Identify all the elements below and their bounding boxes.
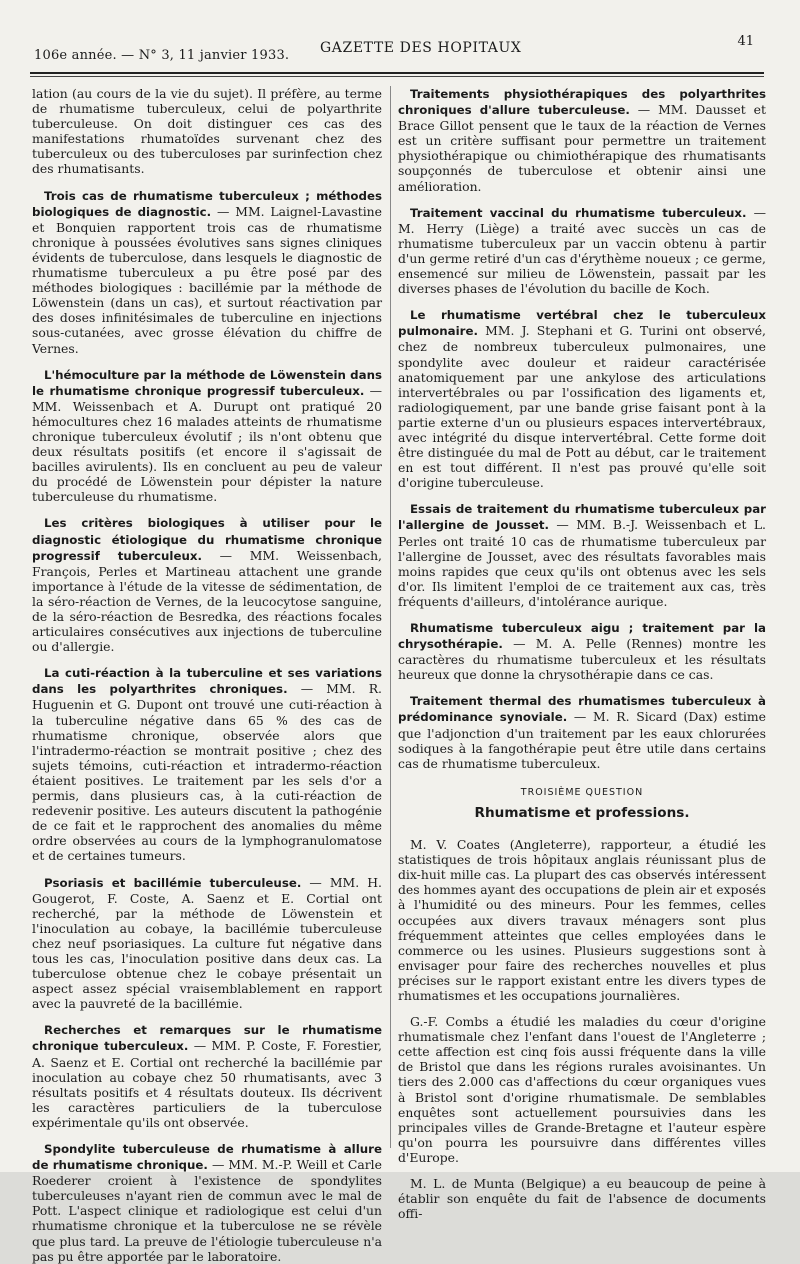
paragraph-text: — MM. H. Gougerot, F. Coste, A. Saenz et E. Cortial ont recherché, par la méthode de Löwenstein et l'inoculation au cobaye, la bacillémie tuberculeuse chez neuf psoriasiques. La culture fut négative dans tous les cas, l'inoculation positive dans deux cas. La tuberculose obtenue chez le cobaye présentait un aspect assez spécial vraisemblablement en rapport avec la pauvreté de la bacillémie. bbox=[32, 874, 382, 1012]
page-header bbox=[22, 28, 760, 72]
article-title: Spondylite tuberculeuse de rhumatisme à allure de rhumatisme chronique. bbox=[32, 1142, 382, 1173]
paragraph-text: — MM. B.-J. Weissenbach et L. Perles ont traité 10 cas de rhumatisme tuberculeux par l'allergine de Jousset, avec des résultats favorables mais moins rapides que ceux qu'ils ont obtenus avec les sels d'or. Ils limitent l'emploi de ce traitement aux cas, très fréquents d'ailleurs, d'intolérance aurique. bbox=[398, 517, 766, 609]
article-paragraph bbox=[398, 501, 766, 609]
article-title: La cuti-réaction à la tuberculine et ses variations dans les polyarthrites chroniques. bbox=[32, 666, 382, 697]
article-paragraph bbox=[398, 307, 766, 490]
column-divider bbox=[390, 86, 391, 1148]
article-title: Essais de traitement du rhumatisme tuberculeux par l'allergine de Jousset. bbox=[398, 502, 766, 533]
paragraph-text: — MM. P. Coste, F. Forestier, A. Saenz et E. Cortial ont recherché la bacillémie par inoculation au cobaye chez 50 rhumatisants, avec 3 résultats positifs et 4 résultats douteux. Ils décrivent les caractères particuliers de la tuberculose expérimentale qu'ils ont observée. bbox=[32, 1038, 382, 1130]
paragraph-text: — MM. Dausset et Brace Gillot pensent que le taux de la réaction de Vernes est un critère suffisant pour permettre un traitement physiothérapique ou chimiothérapique des rhumatisants soupçonnés de tuberculose et obtenir ainsi une amélioration. bbox=[398, 102, 766, 194]
paragraph-text: — MM. R. Huguenin et G. Dupont ont trouvé une cuti-réaction à la tuberculine négative dans 65 % des cas de rhumatisme chronique, observée alors que l'intradermo-réaction se montrait positive ; chez des sujets témoins, cuti-réaction et intradermo-réaction étaient positives. Le traitement par les sels d'or a permis, dans plusieurs cas, à la cuti-réaction de redevenir positive. Les auteurs discutent la pathogénie de ce fait et le rapprochent des anomalies du même ordre observées au cours de la lymphogranulomatose et de certaines tumeurs. bbox=[32, 681, 382, 864]
article-title: L'hémoculture par la méthode de Löwenstein dans le rhumatisme chronique progressif tuberculeux. bbox=[32, 367, 382, 398]
paragraph-text: — M. Herry (Liège) a traité avec succès un cas de rhumatisme tuberculeux par un vaccin obtenu à partir d'un germe retiré d'un cas d'érythème noueux ; ce germe, ensemencé sur milieu de Löwenstein, passait par les diverses phases de l'évolution du bacille de Koch. bbox=[398, 204, 766, 297]
right-column bbox=[398, 86, 766, 1222]
article-title: Psoriasis et bacillémie tuberculeuse. bbox=[44, 875, 302, 890]
paragraph-text: MM. J. Stephani et G. Turini ont observé, chez de nombreux tuberculeux pulmonaires, une spondylite avec douleur et raideur caractérisée anatomiquement par une ankylose des articulations intervertébrales ou par l'ossification des ligaments et, radiologiquement, par une bande grise faisant pont à la partie externe d'un ou plusieurs espaces intervertébraux, avec intégrité du disque intervertébral. Cette forme doit être distinguée du mal de Pott au début, car le traitement en est tout différent. Il n'est pas prouvé qu'elle soit d'origine tuberculeuse. bbox=[398, 323, 766, 491]
article-title: Rhumatisme tuberculeux aigu ; traitement par la chrysothérapie. bbox=[398, 621, 766, 652]
article-paragraph bbox=[32, 188, 382, 356]
article-paragraph bbox=[32, 665, 382, 863]
article-paragraph bbox=[32, 515, 382, 654]
article-paragraph bbox=[32, 86, 382, 177]
paragraph-text: — MM. Weissenbach et A. Durupt ont pratiqué 20 hémocultures chez 16 malades atteints de rhumatisme chronique tuberculeux évolutif ; ils n'ont obtenu que deux résultats positifs (et encore il s'agissait de bacilles avirulents). Ils en concluent au peu de valeur du procédé de Löwenstein pour dépister la nature tuberculeuse du rhumatisme. bbox=[32, 382, 382, 505]
article-paragraph bbox=[32, 875, 382, 1012]
left-column bbox=[32, 86, 382, 1264]
article-paragraph bbox=[32, 1022, 382, 1130]
article-paragraph bbox=[32, 367, 382, 505]
section-paragraph: M. L. de Munta (Belgique) a eu beaucoup de peine à établir son enquête du fait de l'absence de documents offi- bbox=[398, 1176, 766, 1222]
article-paragraph bbox=[398, 693, 766, 770]
article-title: Le rhumatisme vertébral chez le tuberculeux pulmonaire. bbox=[398, 308, 766, 339]
paragraph-text: — M. R. Sicard (Dax) estime que l'adjonction d'un traitement par les eaux chlorurées sodiques à la fangothérapie peut être utile dans certains cas de rhumatisme tuberculeux. bbox=[398, 709, 766, 771]
header-rule bbox=[30, 72, 764, 74]
page-number: 41 bbox=[737, 34, 754, 49]
issue-info: 106e année. — N° 3, 11 janvier 1933. bbox=[34, 48, 290, 63]
article-title: Traitement vaccinal du rhumatisme tuberculeux. bbox=[410, 205, 747, 220]
section-title: Rhumatisme et professions. bbox=[474, 804, 690, 821]
paragraph-text: — MM. Weissenbach, François, Perles et Martineau attachent une grande importance à l'étude de la vitesse de sédimentation, de la séro-réaction de Vernes, de la leucocytose sanguine, de la séro-réaction de Besredka, des réactions focales articulaires consécutives aux injections de tuberculine ou d'allergie. bbox=[32, 547, 382, 655]
article-paragraph bbox=[32, 1141, 382, 1264]
section-paragraph: G.-F. Combs a étudié les maladies du cœur d'origine rhumatismale chez l'enfant dans l'ouest de l'Angleterre ; cette affection est cinq fois aussi fréquente dans la ville de Bristol que dans les régions rurales avoisinantes. Un tiers des 2.000 cas d'affections du cœur organiques vues à Bristol sont d'origine rhumatismale. De semblables enquêtes sont actuellement poursuivies dans les principales villes de Grande-Bretagne et l'auteur espère qu'on pourra les poursuivre dans différentes villes d'Europe. bbox=[398, 1014, 766, 1165]
article-title: Les critères biologiques à utiliser pour le diagnostic étiologique du rhumatisme chronique progressif tuberculeux. bbox=[32, 516, 382, 563]
header-rule-thin bbox=[30, 76, 764, 77]
article-title: Recherches et remarques sur le rhumatisme chronique tuberculeux. bbox=[32, 1023, 382, 1054]
paragraph-text: — MM. Laignel-Lavastine et Bonquien rapportent trois cas de rhumatisme chronique à poussées évolutives sans signes cliniques évidents de tuberculose, dans lesquels le diagnostic de rhumatisme tuberculeux a pu être posé par des méthodes biologiques : bacillémie par la méthode de Löwenstein (dans un cas), et surtout réactivation par des doses infinitésimales de tuberculine en injections sous-cutanées, avec grosse élévation du chiffre de Vernes. bbox=[32, 203, 382, 356]
paragraph-text: lation (au cours de la vie du sujet). Il préfère, au terme de rhumatisme tuberculeux, celui de polyarthrite tuberculeuse. On doit distinguer ces cas des manifestations rhumatoïdes survenant chez des tuberculeux ou des tuberculoses par surinfection chez des rhumatisants. bbox=[32, 86, 382, 177]
article-title: Trois cas de rhumatisme tuberculeux ; méthodes biologiques de diagnostic. bbox=[32, 188, 382, 219]
paragraph-text: — M. A. Pelle (Rennes) montre les caractères du rhumatisme tuberculeux et les résultats heureux que donne la chrysothérapie dans ce cas. bbox=[398, 636, 766, 683]
journal-title: GAZETTE DES HOPITAUX bbox=[320, 40, 522, 56]
article-title: Traitements physiothérapiques des polyarthrites chroniques d'allure tuberculeuse. bbox=[398, 87, 766, 118]
article-paragraph bbox=[398, 205, 766, 297]
section-label: TROISIÈME QUESTION bbox=[520, 786, 644, 798]
article-paragraph bbox=[398, 86, 766, 194]
article-paragraph bbox=[398, 620, 766, 682]
article-title: Traitement thermal des rhumatismes tuberculeux à prédominance synoviale. bbox=[398, 694, 766, 725]
paragraph-text: — MM. M.-P. Weill et Carle Roederer croient à l'existence de spondylites tuberculeuses n'ayant rien de commun avec le mal de Pott. L'aspect clinique et radiologique est celui d'un rhumatisme chronique et la tuberculose ne se révèle que plus tard. La preuve de l'étiologie tuberculeuse n'a pas pu être apportée par le laboratoire. bbox=[32, 1157, 382, 1264]
section-paragraph: M. V. Coates (Angleterre), rapporteur, a étudié les statistiques de trois hôpitaux anglais réunissant plus de dix-huit mille cas. La plupart des cas observés intéressent des hommes ayant des occupations de plein air et exposés à l'humidité ou des mineurs. Pour les femmes, celles occupées aux divers travaux ménagers sont plus fréquemment atteintes que celles employées dans le commerce ou les usines. Plusieurs suggestions sont à envisager pour faire des recherches nouvelles et plus précises sur le rapport existant entre les divers types de rhumatismes et les occupations journalières. bbox=[398, 837, 766, 1003]
